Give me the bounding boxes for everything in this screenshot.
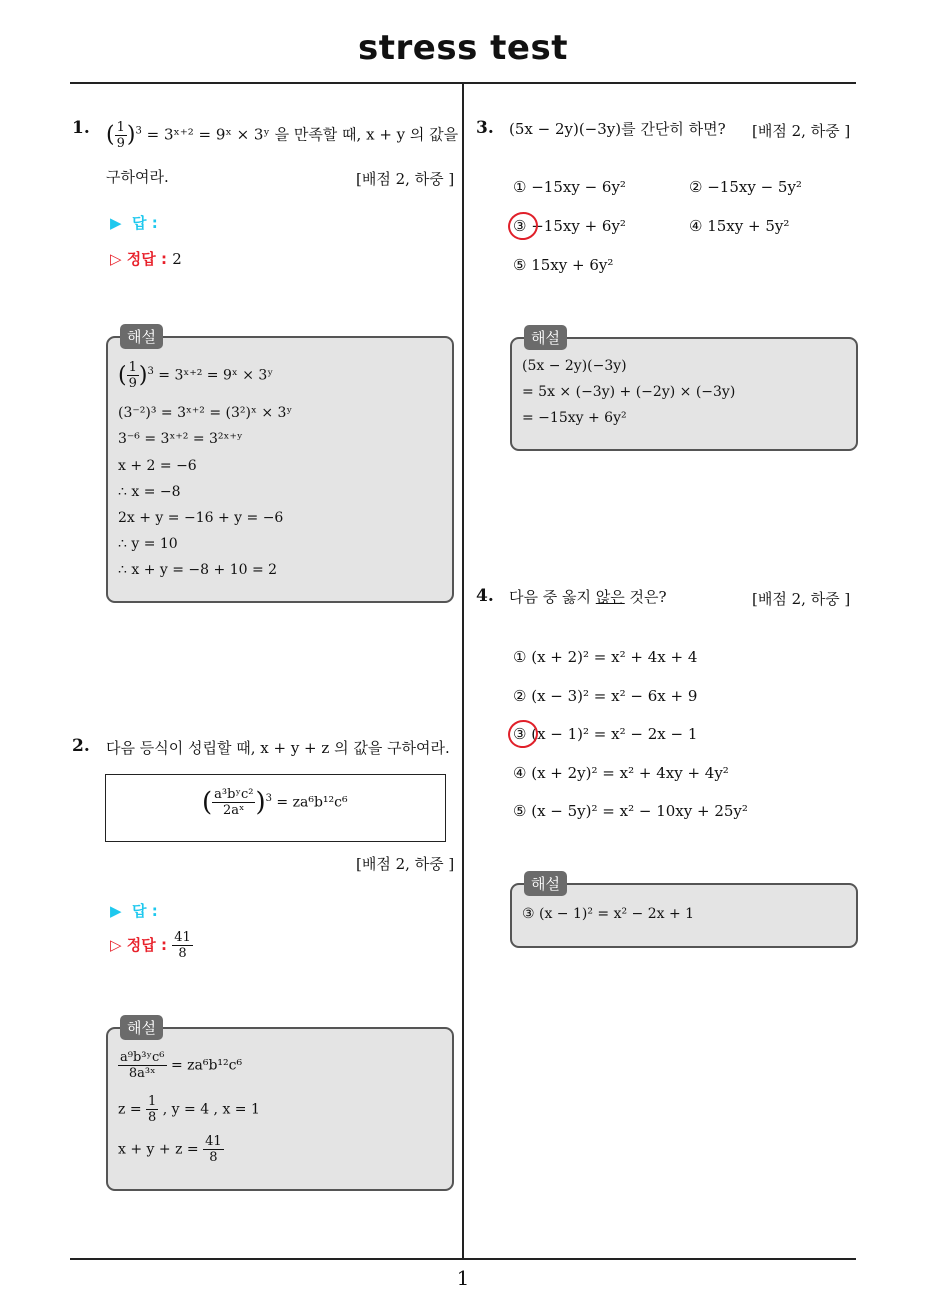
hollow-arrow-icon: ▷ <box>110 250 122 268</box>
q2-solution-line-1: $\frac{\text{a⁹b³ʸc⁶}}{\text{8a³ˣ}}$ = za⁶b¹²c⁶ <box>120 1050 243 1081</box>
q2-answer-field[interactable] <box>110 900 158 921</box>
q1-solution-first: ( $\frac{1}{9}$ )$^3$ = 3ˣ⁺² = 9ˣ × 3ʸ <box>118 360 274 391</box>
q1-correct-answer <box>110 248 182 269</box>
q1-solution-tag: 해설 <box>120 324 163 349</box>
q4-option-1[interactable]: ① (x + 2)² = x² + 4x + 4 <box>513 648 698 666</box>
question-1-text: ( $\frac{1}{9}$ )$^3$ = 3ˣ⁺² = 9ˣ × 3ʸ 을 만족할 때, x + y 의 값을 <box>106 120 459 151</box>
q2-correct-label: 정답 : <box>126 936 167 954</box>
q2-solution-line-2: z = $\frac{1}{8}$ , y = 4 , x = 1 <box>118 1094 260 1125</box>
question-4-score: [배점 2, 하중 ] <box>752 590 851 608</box>
column-divider <box>462 84 464 1258</box>
q2-eq-num: a³bʸc² <box>214 787 254 802</box>
page-title: stress test <box>358 28 568 68</box>
q1-correct-label: 정답 : <box>126 250 167 268</box>
question-3-number: 3. <box>476 118 494 138</box>
q1-frac-num: 1 <box>116 120 125 135</box>
q4-option-2[interactable]: ② (x − 3)² = x² − 6x + 9 <box>513 687 698 705</box>
question-1-score: [배점 2, 하중 ] <box>356 170 455 188</box>
q1-solution-line: 2x + y = −16 + y = −6 <box>118 510 284 526</box>
q1-answer-label: 답 : <box>132 214 158 232</box>
question-1-number: 1. <box>72 118 90 138</box>
q2-answer-label: 답 : <box>132 902 158 920</box>
q1-answer-field[interactable] <box>110 212 158 233</box>
underlined-word: 않은 <box>595 588 625 606</box>
q1-correct-value: 2 <box>172 250 182 268</box>
q1-solution-line: ∴ x = −8 <box>118 484 181 500</box>
q4-option-3[interactable]: ③ (x − 1)² = x² − 2x − 1 <box>513 725 698 743</box>
footer-rule <box>70 1258 856 1260</box>
q4-option-5[interactable]: ⑤ (x − 5y)² = x² − 10xy + 25y² <box>513 802 748 820</box>
q3-option-3[interactable]: ③ −15xy + 6y² <box>513 217 626 235</box>
q2-solution-line-3: x + y + z = $\frac{41}{8}$ <box>118 1134 222 1165</box>
q3-option-5[interactable]: ⑤ 15xy + 6y² <box>513 256 614 274</box>
question-3-score: [배점 2, 하중 ] <box>752 122 851 140</box>
q2-eq-rhs: = za⁶b¹²c⁶ <box>276 794 348 811</box>
q3-solution-line: (5x − 2y)(−3y) <box>522 358 627 374</box>
q1-solution-line: ∴ x + y = −8 + 10 = 2 <box>118 562 278 578</box>
question-2-number: 2. <box>72 736 90 756</box>
question-2-text: 다음 등식이 성립할 때, x + y + z 의 값을 구하여라. <box>106 739 450 757</box>
q1-solution-line: x + 2 = −6 <box>118 458 197 474</box>
q1-solution-line: ∴ y = 10 <box>118 536 178 552</box>
selected-circle-mark <box>505 209 540 243</box>
q2-equation-box <box>105 774 446 842</box>
q3-option-4[interactable]: ④ 15xy + 5y² <box>689 217 790 235</box>
q3-solution-tag: 해설 <box>524 325 567 350</box>
q4-solution-tag: 해설 <box>524 871 567 896</box>
question-4-text: 다음 중 옳지 않은 것은? <box>509 588 667 606</box>
q2-correct-num: 41 <box>174 930 191 945</box>
q4-option-4[interactable]: ④ (x + 2y)² = x² + 4xy + 4y² <box>513 764 729 782</box>
q3-option-2[interactable]: ② −15xy − 5y² <box>689 178 802 196</box>
selected-circle-mark <box>505 717 540 751</box>
question-4-number: 4. <box>476 586 494 606</box>
q1-solution-line: 3⁻⁶ = 3ˣ⁺² = 3²ˣ⁺ʸ <box>118 431 243 447</box>
q2-correct-den: 8 <box>178 946 187 961</box>
q3-option-1[interactable]: ① −15xy − 6y² <box>513 178 626 196</box>
question-1-text-a: = 3ˣ⁺² = 9ˣ × 3ʸ 을 만족할 때, x + y 의 값을 <box>146 125 459 144</box>
q2-equation: ( $\frac{\text{a³bʸc²}}{\text{2aˣ}}$ )$^3$ = za⁶b¹²c⁶ <box>202 787 348 818</box>
q3-solution-line: = 5x × (−3y) + (−2y) × (−3y) <box>522 384 736 400</box>
page-number: 1 <box>456 1266 470 1290</box>
question-1-text-b: 구하여라. <box>106 168 169 186</box>
q2-correct-answer <box>110 930 193 961</box>
q2-solution-tag: 해설 <box>120 1015 163 1040</box>
question-3-text: (5x − 2y)(−3y)를 간단히 하면? <box>509 120 726 138</box>
q1-frac-den: 9 <box>116 136 125 151</box>
play-arrow-icon: ▶ <box>110 902 122 920</box>
q2-eq-den: 2aˣ <box>223 803 245 818</box>
q1-solution-line: (3⁻²)³ = 3ˣ⁺² = (3²)ˣ × 3ʸ <box>118 405 293 421</box>
play-arrow-icon: ▶ <box>110 214 122 232</box>
question-2-score: [배점 2, 하중 ] <box>356 855 455 873</box>
q4-solution-line: ③ (x − 1)² = x² − 2x + 1 <box>522 906 695 922</box>
q3-solution-line: = −15xy + 6y² <box>522 410 627 426</box>
hollow-arrow-icon: ▷ <box>110 936 122 954</box>
